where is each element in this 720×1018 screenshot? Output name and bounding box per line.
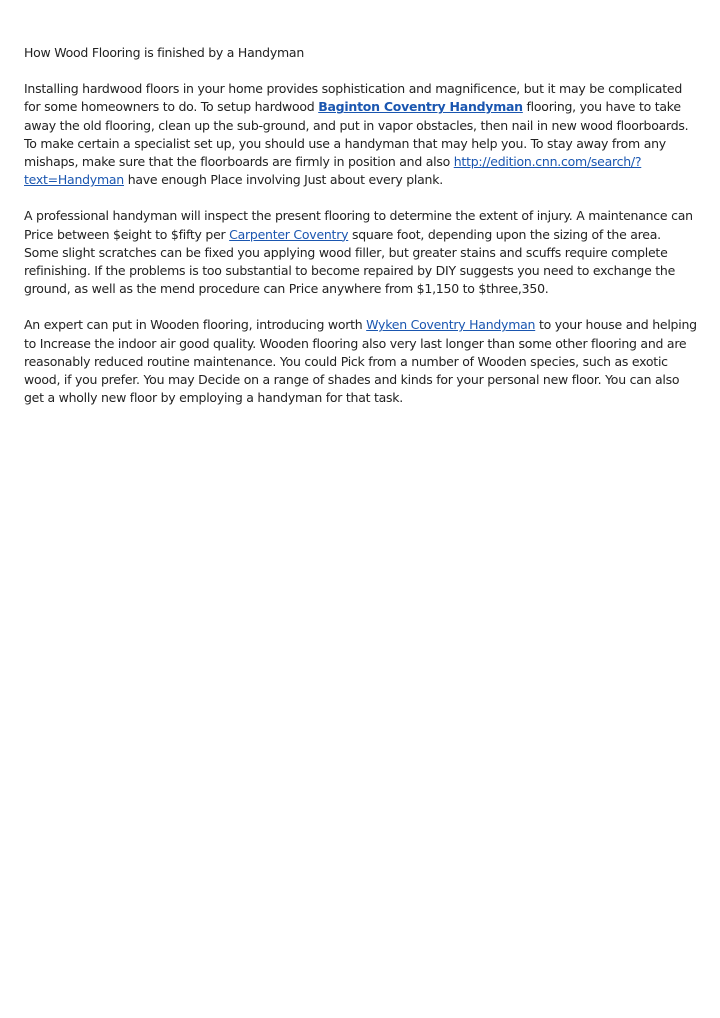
paragraph-3 [24,316,698,407]
paragraph-3-text-1: An expert can put in Wooden flooring, introducing worth [24,317,367,333]
paragraph-1-text-1: Installing hardwood floors in your home provides sophistication and magnificence, but it may be complicated for some homeowners to do. To setup hardwood [24,81,682,115]
wyken-coventry-handyman-link[interactable]: Wyken Coventry Handyman [366,317,536,333]
paragraph-1-text-3: have enough Place involving Just about every plank. [123,172,443,188]
paragraph-2 [24,207,698,298]
paragraph-1-text-2: flooring, you have to take away the old flooring, clean up the sub-ground, and put in vapor obstacles, then nail in new wood floorboards. To make certain a specialist set up, you should use a handyman that may help you. To stay away from any mishaps, make sure that the floorboards are firmly in position and also [24,99,689,170]
paragraph-2-text-1: A professional handyman will inspect the present flooring to determine the extent of injury. A maintenance can Price between $eight to $fifty per [24,208,693,242]
paragraph-3-text-2: to your house and helping to Increase the indoor air good quality. Wooden flooring also very last longer than some other flooring and are reasonably reduced routine maintenance. You could Pick from a number of Wooden species, such as exotic wood, if you prefer. You may Decide on a range of shades and kinds for your personal new floor. You can also get a wholly new floor by employing a handyman for that task. [24,317,697,406]
paragraph-2-text-2: square foot, depending upon the sizing of the area. Some slight scratches can be fixed you applying wood filler, but greater stains and scuffs require complete refinishing. If the problems is too substantial to become repaired by DIY suggests you need to exchange the ground, as well as the mend procedure can Price anywhere from $1,150 to $three,350. [24,226,676,297]
carpenter-coventry-link[interactable]: Carpenter Coventry [229,226,349,242]
document-body [24,44,698,425]
document-title: How Wood Flooring is finished by a Handyman [24,45,304,60]
baginton-coventry-handyman-link[interactable]: Baginton Coventry Handyman [318,99,523,115]
paragraph-1 [24,80,698,189]
cnn-search-link[interactable]: http://edition.cnn.com/search/?text=Handyman [24,154,642,188]
